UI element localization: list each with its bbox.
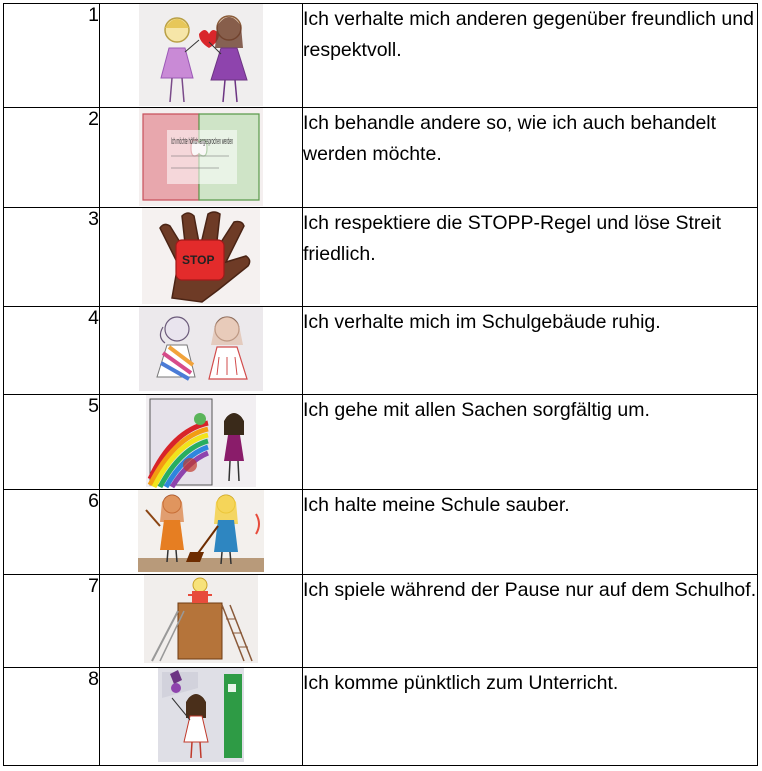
rule-text: Ich respektiere die STOPP-Regel und löse Streit friedlich. — [303, 208, 758, 307]
rule-text: Ich komme pünktlich zum Unterricht. — [303, 668, 758, 766]
playground-slide-drawing — [144, 575, 258, 663]
table-row — [4, 395, 758, 490]
drawing-cell — [100, 4, 303, 108]
rule-number: 8 — [4, 668, 100, 766]
child-with-clock-drawing — [158, 668, 244, 762]
drawing-cell — [100, 575, 303, 668]
rule-text: Ich gehe mit allen Sachen sorgfältig um. — [303, 395, 758, 490]
children-sweeping-drawing — [138, 490, 264, 572]
table-row — [4, 108, 758, 208]
rule-number: 3 — [4, 208, 100, 307]
rule-number: 4 — [4, 307, 100, 395]
rule-text: Ich spiele während der Pause nur auf dem Schulhof. — [303, 575, 758, 668]
two-girls-with-heart-drawing — [139, 4, 263, 106]
table-row — [4, 4, 758, 108]
rule-text: Ich verhalte mich anderen gegenüber freundlich und respektvoll. — [303, 4, 758, 108]
table-row — [4, 575, 758, 668]
rule-number: 5 — [4, 395, 100, 490]
rule-text: Ich behandle andere so, wie ich auch behandelt werden möchte. — [303, 108, 758, 208]
table-row — [4, 668, 758, 766]
drawing-cell — [100, 208, 303, 307]
table-row — [4, 307, 758, 395]
two-quiet-children-drawing — [139, 307, 263, 391]
stop-hand-drawing — [142, 208, 260, 304]
rule-text: Ich verhalte mich im Schulgebäude ruhig. — [303, 307, 758, 395]
rule-number: 6 — [4, 490, 100, 575]
drawing-cell — [100, 307, 303, 395]
puzzle-pieces-drawing — [139, 108, 263, 206]
drawing-cell — [100, 490, 303, 575]
rule-number: 1 — [4, 4, 100, 108]
drawing-cell — [100, 108, 303, 208]
table-row — [4, 490, 758, 575]
rule-number: 2 — [4, 108, 100, 208]
school-rules-table — [3, 3, 758, 766]
drawing-cell — [100, 395, 303, 490]
rule-text: Ich halte meine Schule sauber. — [303, 490, 758, 575]
table-row — [4, 208, 758, 307]
stop-sign-text: STOP — [182, 253, 215, 267]
puzzle-handwriting: Ich möchte höflich angesprochen werden — [171, 136, 233, 146]
rainbow-and-child-drawing — [146, 395, 256, 487]
drawing-cell — [100, 668, 303, 766]
rule-number: 7 — [4, 575, 100, 668]
